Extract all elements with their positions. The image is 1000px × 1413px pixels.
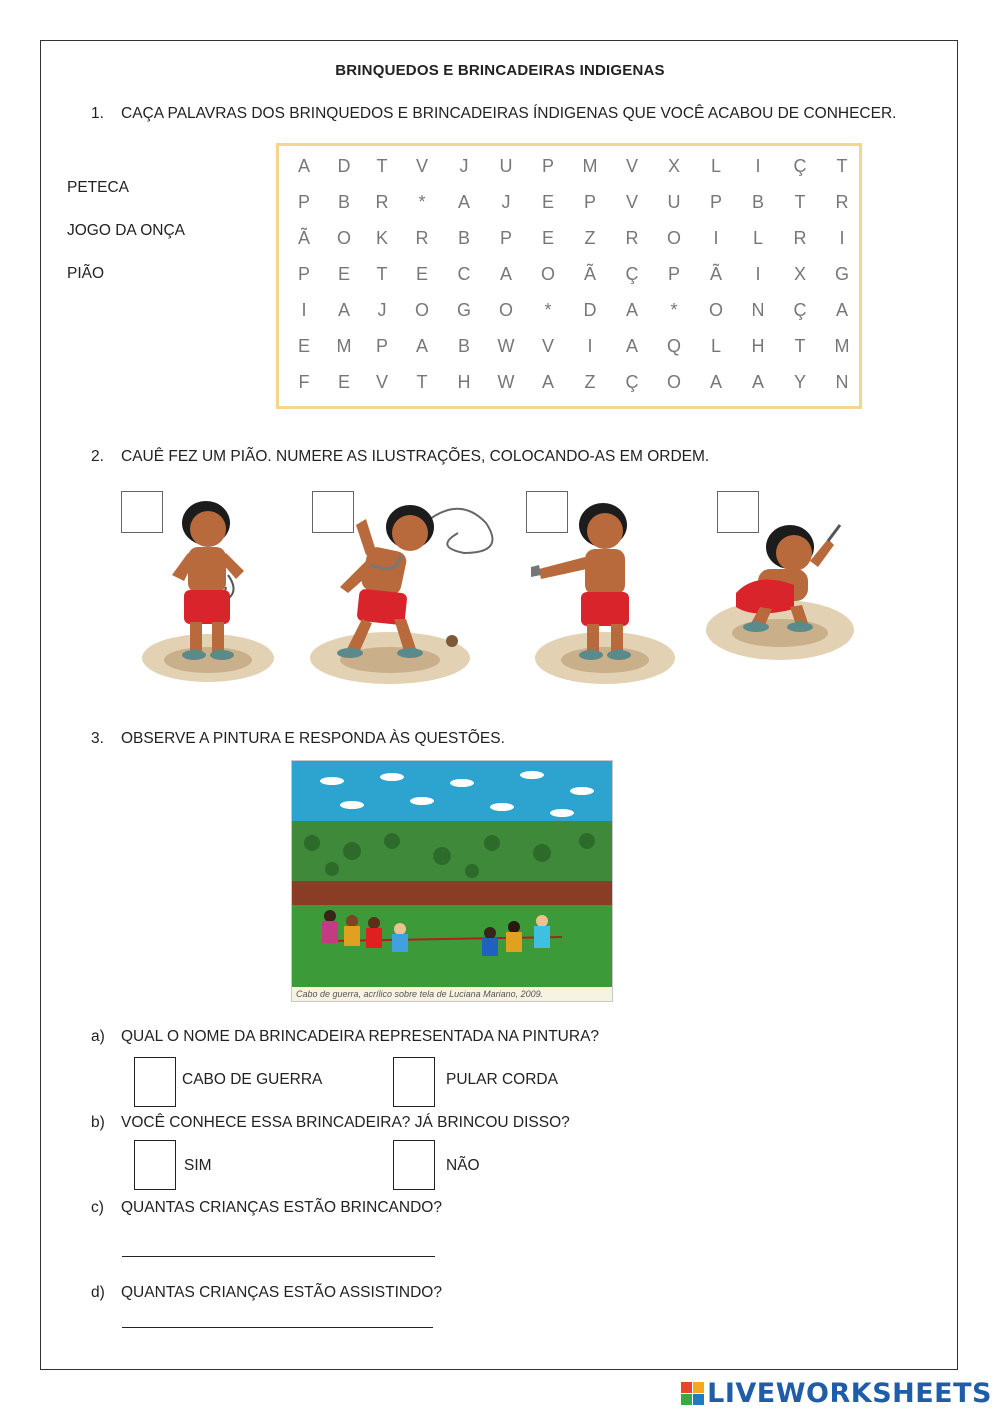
word-search-letter[interactable]: A — [541, 372, 554, 392]
illustration-boy-4 — [700, 495, 860, 675]
word-search-letter[interactable]: G — [834, 264, 849, 284]
word-search-row — [279, 228, 859, 264]
question-number: 2. — [91, 448, 104, 465]
option-pular-corda-checkbox[interactable] — [393, 1057, 435, 1107]
word-search-letter[interactable]: Ç — [625, 264, 639, 284]
word-search-letter[interactable]: W — [497, 336, 515, 356]
question-number: 3. — [91, 730, 104, 747]
word-search-letter[interactable]: O — [336, 228, 351, 248]
word-search-letter[interactable]: I — [713, 228, 719, 248]
word-search-letter[interactable]: L — [710, 156, 721, 176]
word-search-row — [279, 192, 859, 228]
word-search-letter[interactable]: O — [708, 300, 723, 320]
word-search-letter[interactable]: R — [793, 228, 807, 248]
word-search-letter[interactable]: P — [583, 192, 596, 212]
word-search-letter[interactable]: H — [457, 372, 471, 392]
word-search-letter[interactable]: Ã — [297, 228, 310, 248]
word-list-item: PETECA — [67, 179, 130, 196]
word-search-letter[interactable]: E — [337, 264, 350, 284]
word-search-letter[interactable]: V — [375, 372, 388, 392]
word-search-letter[interactable]: P — [541, 156, 554, 176]
option-label: NÃO — [446, 1157, 480, 1174]
word-search-letter[interactable]: R — [625, 228, 639, 248]
word-search-letter[interactable]: T — [836, 156, 848, 176]
option-sim-checkbox[interactable] — [134, 1140, 176, 1190]
word-search-letter[interactable]: E — [415, 264, 428, 284]
word-search-letter[interactable]: N — [751, 300, 765, 320]
word-search-letter[interactable]: O — [414, 300, 429, 320]
word-search-letter[interactable]: * — [544, 300, 552, 320]
word-search-letter[interactable]: E — [541, 192, 554, 212]
word-search-letter[interactable]: D — [583, 300, 597, 320]
word-search-letter[interactable]: E — [337, 372, 350, 392]
word-search-letter[interactable]: M — [336, 336, 352, 356]
word-search-letter[interactable]: J — [377, 300, 387, 320]
word-search-letter[interactable]: B — [337, 192, 350, 212]
question-letter: c) — [91, 1199, 104, 1216]
option-label: CABO DE GUERRA — [182, 1071, 323, 1088]
word-search-letter[interactable]: O — [666, 372, 681, 392]
word-search-row — [279, 372, 859, 408]
word-search-letter[interactable]: P — [297, 264, 310, 284]
word-search-letter[interactable]: T — [416, 372, 428, 392]
word-search-row — [279, 300, 859, 336]
illustration-boy-3 — [525, 495, 685, 695]
word-search-letter[interactable]: K — [375, 228, 388, 248]
painting-image — [292, 761, 612, 1001]
word-search-letter[interactable]: Ã — [583, 264, 596, 284]
word-search-letter[interactable]: N — [835, 372, 849, 392]
word-search-letter[interactable]: Y — [793, 372, 806, 392]
question-text: CAUÊ FEZ UM PIÃO. NUMERE AS ILUSTRAÇÕES, COLOCANDO-AS EM ORDEM. — [121, 448, 710, 465]
illustration-boy-2 — [300, 495, 500, 695]
word-search-letter[interactable]: W — [497, 372, 515, 392]
question-text: QUANTAS CRIANÇAS ESTÃO BRINCANDO? — [121, 1199, 442, 1216]
word-search-letter[interactable]: V — [415, 156, 428, 176]
word-search-letter[interactable]: I — [301, 300, 307, 320]
option-cabo-de-guerra-checkbox[interactable] — [134, 1057, 176, 1107]
word-search-letter[interactable]: Ã — [709, 264, 722, 284]
question-1 — [91, 105, 896, 123]
question-2 — [91, 448, 709, 466]
question-number: 1. — [91, 105, 104, 122]
word-search-letter[interactable]: A — [499, 264, 512, 284]
word-search-row — [279, 264, 859, 300]
question-3d — [91, 1284, 442, 1302]
word-search-letter[interactable]: A — [835, 300, 848, 320]
word-search-letter[interactable]: P — [499, 228, 512, 248]
question-text: CAÇA PALAVRAS DOS BRINQUEDOS E BRINCADEIRAS ÍNDIGENAS QUE VOCÊ ACABOU DE CONHECER. — [121, 105, 897, 122]
option-label: PULAR CORDA — [446, 1071, 558, 1088]
word-search-letter[interactable]: J — [459, 156, 469, 176]
word-search-letter[interactable]: L — [710, 336, 721, 356]
word-search-letter[interactable]: Z — [584, 372, 596, 392]
word-search-letter[interactable]: I — [587, 336, 593, 356]
word-search-letter[interactable]: J — [501, 192, 511, 212]
question-letter: a) — [91, 1028, 105, 1045]
question-3 — [91, 730, 505, 748]
word-search-letter[interactable]: B — [751, 192, 764, 212]
word-search-letter[interactable]: Ç — [625, 372, 639, 392]
question-3c — [91, 1199, 442, 1217]
word-search-letter[interactable]: Ç — [793, 156, 807, 176]
word-list-item: JOGO DA ONÇA — [67, 222, 185, 239]
word-search-letter[interactable]: B — [457, 336, 470, 356]
question-3a — [91, 1028, 599, 1046]
word-search-letter[interactable]: E — [541, 228, 554, 248]
word-search-letter[interactable]: C — [457, 264, 471, 284]
word-search-letter[interactable]: X — [793, 264, 806, 284]
word-search-letter[interactable]: Ç — [793, 300, 807, 320]
painting-caption: Cabo de guerra, acrílico sobre tela de Luciana Mariano, 2009. — [296, 989, 544, 999]
word-search-letter[interactable]: O — [498, 300, 513, 320]
answer-line-c[interactable] — [122, 1256, 435, 1257]
question-letter: d) — [91, 1284, 105, 1301]
word-search-letter[interactable]: P — [709, 192, 722, 212]
word-search-letter[interactable]: L — [752, 228, 763, 248]
word-search-letter[interactable]: E — [297, 336, 310, 356]
word-search-letter[interactable]: P — [297, 192, 310, 212]
word-search-letter[interactable]: X — [667, 156, 680, 176]
word-search-letter[interactable]: U — [499, 156, 513, 176]
word-search-letter[interactable]: Z — [584, 228, 596, 248]
word-search-letter[interactable]: A — [751, 372, 764, 392]
painting-cabo-de-guerra — [291, 760, 613, 1002]
word-search-letter[interactable]: I — [755, 264, 761, 284]
word-search-letter[interactable]: V — [625, 192, 638, 212]
word-search-letter[interactable]: U — [667, 192, 681, 212]
option-label: SIM — [184, 1157, 212, 1174]
word-search-letter[interactable]: Q — [666, 336, 681, 356]
word-search-letter[interactable]: H — [751, 336, 765, 356]
liveworksheets-logo-text: LIVEWORKSHEETS — [707, 1378, 992, 1409]
word-search-letter[interactable]: I — [755, 156, 761, 176]
word-search-letter[interactable]: A — [337, 300, 350, 320]
question-text: QUANTAS CRIANÇAS ESTÃO ASSISTINDO? — [121, 1284, 442, 1301]
answer-line-d[interactable] — [122, 1327, 433, 1328]
word-search-row — [279, 156, 859, 192]
word-search-letter[interactable]: F — [298, 372, 310, 392]
word-search-letter[interactable]: A — [709, 372, 722, 392]
question-text: QUAL O NOME DA BRINCADEIRA REPRESENTADA NA PINTURA? — [121, 1028, 600, 1045]
word-search-letter[interactable]: V — [541, 336, 554, 356]
word-search-letter[interactable]: B — [457, 228, 470, 248]
option-nao-checkbox[interactable] — [393, 1140, 435, 1190]
question-3b — [91, 1114, 570, 1132]
word-search-letter[interactable]: * — [418, 192, 426, 212]
word-search-letter[interactable]: A — [625, 300, 638, 320]
question-letter: b) — [91, 1114, 105, 1131]
word-search-letter[interactable]: * — [670, 300, 678, 320]
word-search-letter[interactable]: A — [297, 156, 310, 176]
liveworksheets-logo[interactable] — [681, 1378, 992, 1409]
word-search-letter[interactable]: P — [667, 264, 680, 284]
question-text: OBSERVE A PINTURA E RESPONDA ÀS QUESTÕES. — [121, 730, 505, 747]
question-text: VOCÊ CONHECE ESSA BRINCADEIRA? JÁ BRINCOU DISSO? — [121, 1114, 570, 1131]
word-search-letter[interactable]: T — [794, 192, 806, 212]
word-search-letter[interactable]: M — [582, 156, 598, 176]
word-search-letter[interactable]: O — [666, 228, 681, 248]
word-search-letter[interactable]: P — [375, 336, 388, 356]
word-list-item: PIÃO — [67, 265, 105, 282]
word-search-letter[interactable]: I — [839, 228, 845, 248]
word-search-letter[interactable]: R — [415, 228, 429, 248]
word-search-letter[interactable]: A — [625, 336, 638, 356]
word-search-letter[interactable]: V — [625, 156, 638, 176]
word-search-letter[interactable]: A — [457, 192, 470, 212]
liveworksheets-logo-icon — [681, 1382, 705, 1406]
word-search-letter[interactable]: M — [834, 336, 850, 356]
word-search-letter[interactable]: T — [376, 156, 388, 176]
word-search-letter[interactable]: A — [415, 336, 428, 356]
word-search-letter[interactable]: T — [376, 264, 388, 284]
word-search-letter[interactable]: G — [456, 300, 471, 320]
word-search-letter[interactable]: D — [337, 156, 351, 176]
word-search-grid[interactable] — [276, 143, 862, 409]
word-search-letter[interactable]: R — [375, 192, 389, 212]
word-search-letter[interactable]: T — [794, 336, 806, 356]
word-search-letter[interactable]: R — [835, 192, 849, 212]
word-search-row — [279, 336, 859, 372]
illustration-boy-1 — [140, 495, 280, 695]
word-search-letter[interactable]: O — [540, 264, 555, 284]
page-title: BRINQUEDOS E BRINCADEIRAS INDIGENAS — [335, 62, 665, 79]
